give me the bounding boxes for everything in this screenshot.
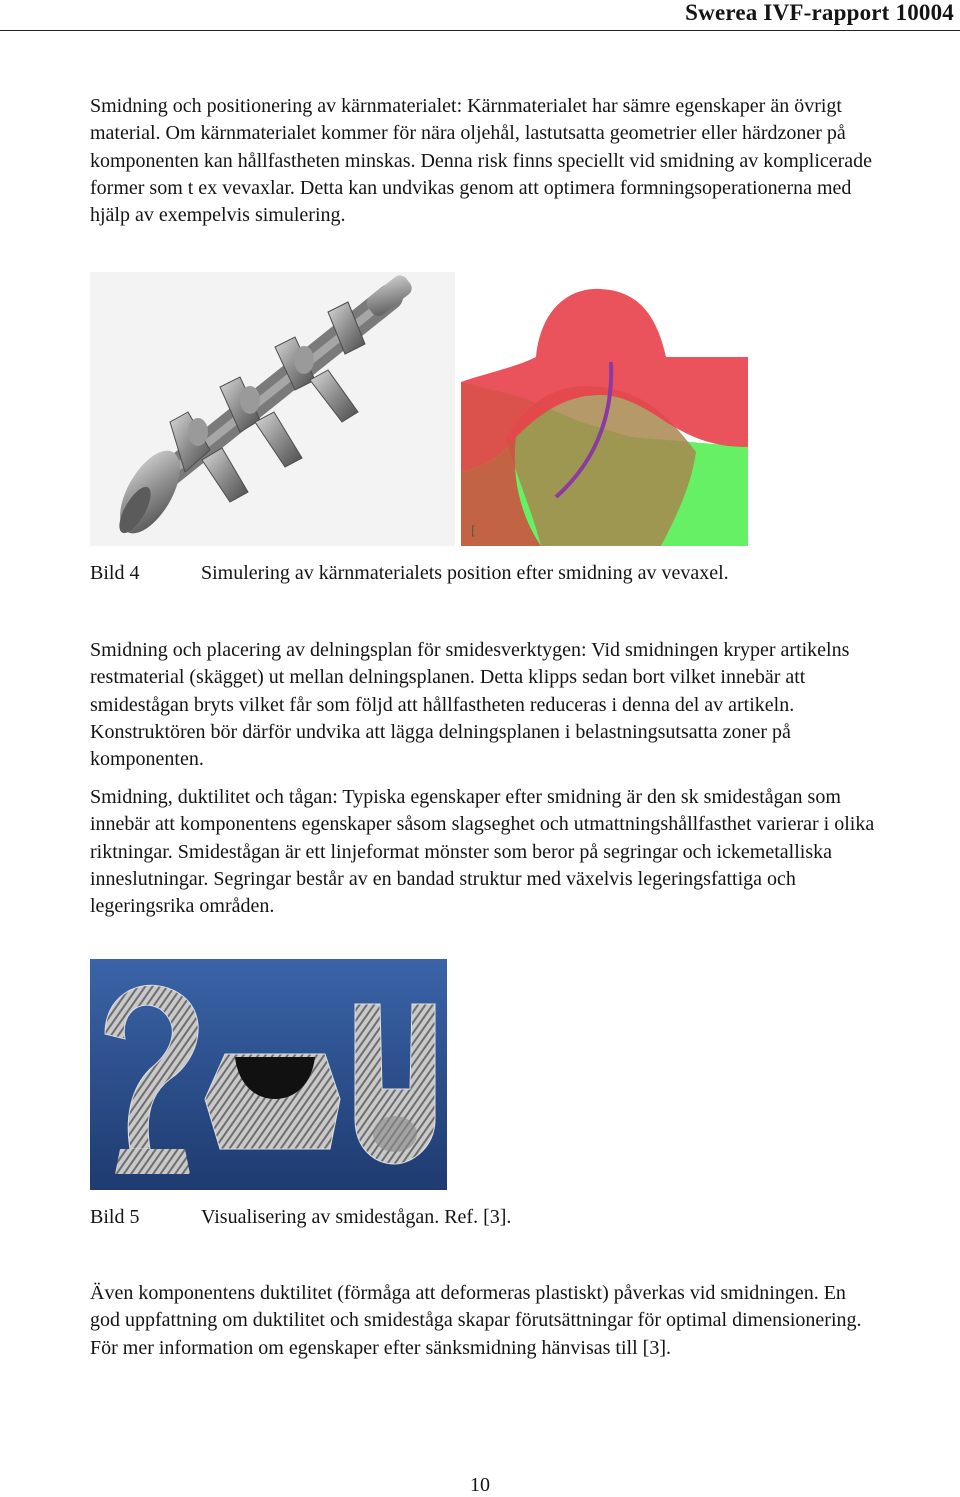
crankshaft-illustration bbox=[90, 272, 455, 546]
figure-5-number: Bild 5 bbox=[90, 1206, 140, 1228]
paragraph-parting-plane: Smidning och placering av delningsplan för smidesverktygen: Vid smidningen kryper artikelns restmaterial (skägget) ut mellan delningsplanen. Detta klipps sedan bort vilket innebär att smidestågan bryts vilket får som följd att hållfastheten reduceras i denna del av artikeln. Konstruktören bör därför undvika att lägga delningsplanen i belastningsutsatta zoner på komponenten. bbox=[90, 639, 850, 771]
figure-5-caption bbox=[90, 1204, 890, 1231]
paragraph-ductility-reference: Även komponentens duktilitet (förmåga att deformeras plastiskt) påverkas vid smidningen. En god uppfattning om duktilitet och smideståga skapar förutsättningar för optimal dimensionering. För mer information om egenskaper efter sänksmidning hänvisas till [3]. bbox=[90, 1282, 862, 1359]
svg-text:[: [ bbox=[471, 524, 476, 538]
simulation-illustration bbox=[461, 287, 748, 546]
figure-4-text: Simulering av kärnmaterialets position efter smidning av vevaxel. bbox=[201, 562, 729, 584]
figure-4-caption bbox=[90, 560, 890, 587]
figure-4-number: Bild 4 bbox=[90, 562, 140, 584]
grain-flow-image bbox=[90, 959, 447, 1190]
forging-simulation-image bbox=[461, 287, 748, 546]
grain-flow-illustration bbox=[90, 959, 447, 1190]
page-header bbox=[0, 0, 960, 31]
report-title: Swerea IVF-rapport 10004 bbox=[685, 0, 954, 25]
page-number: 10 bbox=[470, 1474, 490, 1496]
paragraph-core-material: Smidning och positionering av kärnmaterialet: Kärnmaterialet har sämre egenskaper än övrigt material. Om kärnmaterialet kommer för nära oljehål, lastutsatta geometrier eller härdzoner på komponenten kan hållfastheten minskas. Denna risk finns speciellt vid smidning av komplicerade former som t ex vevaxlar. Detta kan undvikas genom att optimera formningsoperationerna med hjälp av exempelvis simulering. bbox=[90, 95, 873, 227]
figure-5-text: Visualisering av smidestågan. Ref. [3]. bbox=[201, 1206, 512, 1228]
crankshaft-image bbox=[90, 272, 455, 546]
paragraph-ductility-grain-flow: Smidning, duktilitet och tågan: Typiska egenskaper efter smidning är den sk smidestågan som innebär att komponentens egenskaper såsom slagseghet och utmattningshållfasthet varierar i olika riktningar. Smidestågan är ett linjeformat mönster som beror på segringar och ickemetalliska inneslutningar. Segringar består av en bandad struktur med växelvis legeringsfattiga och legeringsrika områden. bbox=[90, 786, 875, 918]
